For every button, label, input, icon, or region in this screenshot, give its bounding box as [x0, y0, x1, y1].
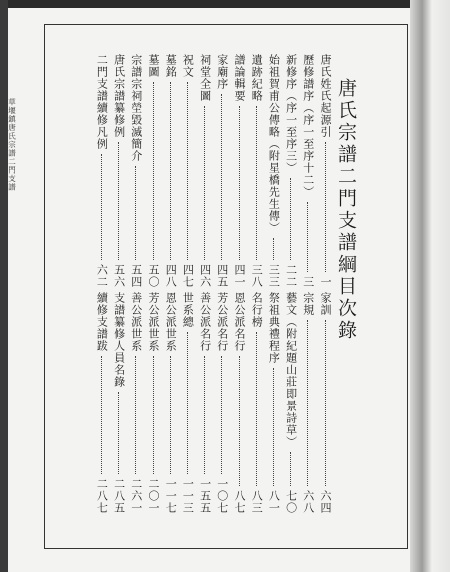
bottom-entry-page: 六八 [301, 490, 315, 514]
top-entry-page: 三八 [250, 264, 264, 288]
top-entry [198, 54, 212, 288]
top-entry [301, 54, 315, 288]
top-entry [266, 54, 280, 288]
top-entry [129, 54, 143, 288]
bottom-entry [318, 292, 332, 514]
top-entry-title: 祠堂全圖 [198, 54, 212, 102]
leader-dots [135, 356, 136, 474]
bottom-entry-title: 世系總 [181, 292, 195, 328]
top-entry-title: 唐氏宗譜纂修例 [112, 54, 126, 138]
bottom-entry [129, 292, 143, 514]
leader-dots [325, 142, 326, 272]
bottom-entry [163, 292, 177, 514]
bottom-entry [198, 292, 212, 514]
bottom-entry-page: 一一七 [164, 478, 178, 514]
top-entry-page: 五六 [112, 264, 126, 288]
top-entry [163, 54, 177, 288]
leader-dots [290, 178, 291, 260]
top-entry-title: 二門支譜續修凡例 [95, 54, 109, 150]
top-entry [232, 54, 246, 288]
leader-dots [307, 320, 308, 486]
top-entry-page: 四一 [233, 264, 246, 288]
bottom-entry-page: 二八七 [95, 478, 109, 514]
leader-dots [118, 142, 119, 260]
leader-dots [239, 356, 240, 486]
top-entry-title: 遺跡紀略 [250, 54, 264, 102]
bottom-entry-title: 支譜纂修人員名錄 [112, 292, 126, 388]
leader-dots [153, 82, 154, 260]
top-entry-title: 唐氏姓氏起源引 [319, 54, 332, 138]
top-entry-title: 始祖賀甫公傳略（附星橋先生傳） [267, 54, 281, 234]
bottom-entry-title: 恩公派世系 [164, 292, 178, 352]
bottom-entry-title: 芳公派名行 [215, 292, 229, 352]
top-entry-title: 祝文 [181, 54, 195, 78]
leader-dots [239, 106, 240, 260]
bottom-entry [215, 292, 229, 514]
leader-dots [221, 94, 222, 260]
leader-dots [204, 106, 205, 260]
top-entry-page: 三 [301, 276, 315, 288]
top-entry [215, 54, 229, 288]
bottom-entry-page: 一一三 [181, 478, 195, 514]
top-entry-page: 二二 [284, 264, 298, 288]
top-entry [94, 54, 108, 288]
bottom-entry-page: 一五五 [198, 478, 212, 514]
bottom-entry [249, 292, 263, 514]
top-entry [249, 54, 263, 288]
bottom-entry-title: 芳公派世系 [147, 292, 160, 352]
top-entry [284, 54, 298, 288]
bottom-entry [266, 292, 280, 514]
bottom-entry-title: 善公派名行 [198, 292, 212, 352]
top-entry-page: 四六 [198, 264, 212, 288]
side-label: 草堰鎮唐氏宗譜二門支譜 [7, 98, 17, 192]
bottom-entry [284, 292, 298, 514]
top-entry [112, 54, 126, 288]
leader-dots [273, 238, 274, 260]
bottom-entry-page: 二〇一 [147, 478, 160, 514]
bottom-entry-title: 藝文（附紀題山莊即景詩草） [284, 292, 298, 448]
bottom-entry [94, 292, 108, 514]
page-title: 唐氏宗譜二門支譜綱目次錄 [335, 78, 357, 342]
bottom-entry-page: 一〇七 [215, 478, 229, 514]
top-entry-page: 六二 [95, 264, 109, 288]
top-entry [318, 54, 332, 288]
bottom-entry-page: 八三 [250, 490, 264, 514]
top-entry-title: 新修序（序一至序三） [284, 54, 298, 174]
leader-dots [256, 106, 257, 260]
scan-edge-left [0, 0, 8, 572]
bottom-entry-page: 二八五 [112, 478, 126, 514]
top-entry-title: 宗譜宗祠塋毀滅簡介 [129, 54, 143, 162]
leader-dots [170, 356, 171, 474]
bottom-entry-title: 名行榜 [250, 292, 264, 328]
bottom-entry-page: 二六一 [129, 478, 143, 514]
leader-dots [118, 392, 119, 474]
bottom-entry-title: 家訓 [319, 292, 332, 316]
leader-dots [273, 368, 274, 486]
leader-dots [290, 452, 291, 486]
top-entry-page: 三三 [267, 264, 281, 288]
bottom-entry-title: 恩公派名行 [233, 292, 246, 352]
top-entry-page: 四八 [164, 264, 178, 288]
top-entry-title: 譜論輯要 [233, 54, 246, 102]
top-entry-title: 歷修譜序（序一至序十二） [301, 54, 315, 198]
bottom-entry [180, 292, 194, 514]
bottom-entry [146, 292, 160, 514]
scan-edge-right [410, 0, 450, 572]
leader-dots [170, 82, 171, 260]
bottom-entry-page: 六四 [319, 490, 332, 514]
leader-dots [153, 356, 154, 474]
top-entry [180, 54, 194, 288]
bottom-entry [301, 292, 315, 514]
top-entry-page: 五〇 [147, 264, 160, 288]
top-entry-page: 四五 [215, 264, 229, 288]
leader-dots [221, 356, 222, 474]
top-entry-page: 一 [319, 276, 332, 288]
top-entry-title: 墓銘 [164, 54, 178, 78]
leader-dots [101, 154, 102, 260]
bottom-entry-page: 八一 [267, 490, 281, 514]
scan-edge-top [0, 0, 450, 8]
leader-dots [187, 82, 188, 260]
bottom-entry-page: 八七 [233, 490, 246, 514]
leader-dots [325, 320, 326, 486]
leader-dots [135, 166, 136, 260]
bottom-entry-title: 續修支譜跋 [95, 292, 109, 352]
top-entry [146, 54, 160, 288]
bottom-entry-title: 善公派世系 [129, 292, 143, 352]
top-entry-title: 墓圖 [147, 54, 160, 78]
leader-dots [187, 332, 188, 474]
top-entry-page: 四七 [181, 264, 195, 288]
bottom-entry [232, 292, 246, 514]
leader-dots [204, 356, 205, 474]
leader-dots [101, 356, 102, 474]
top-entry-title: 家廟序 [215, 54, 229, 90]
bottom-entry-title: 宗規 [301, 292, 315, 316]
bottom-entry [112, 292, 126, 514]
leader-dots [307, 202, 308, 272]
bottom-entry-title: 祭祖典禮程序 [267, 292, 281, 364]
bottom-entry-page: 七〇 [284, 490, 298, 514]
leader-dots [256, 332, 257, 486]
top-entry-page: 五四 [129, 264, 143, 288]
